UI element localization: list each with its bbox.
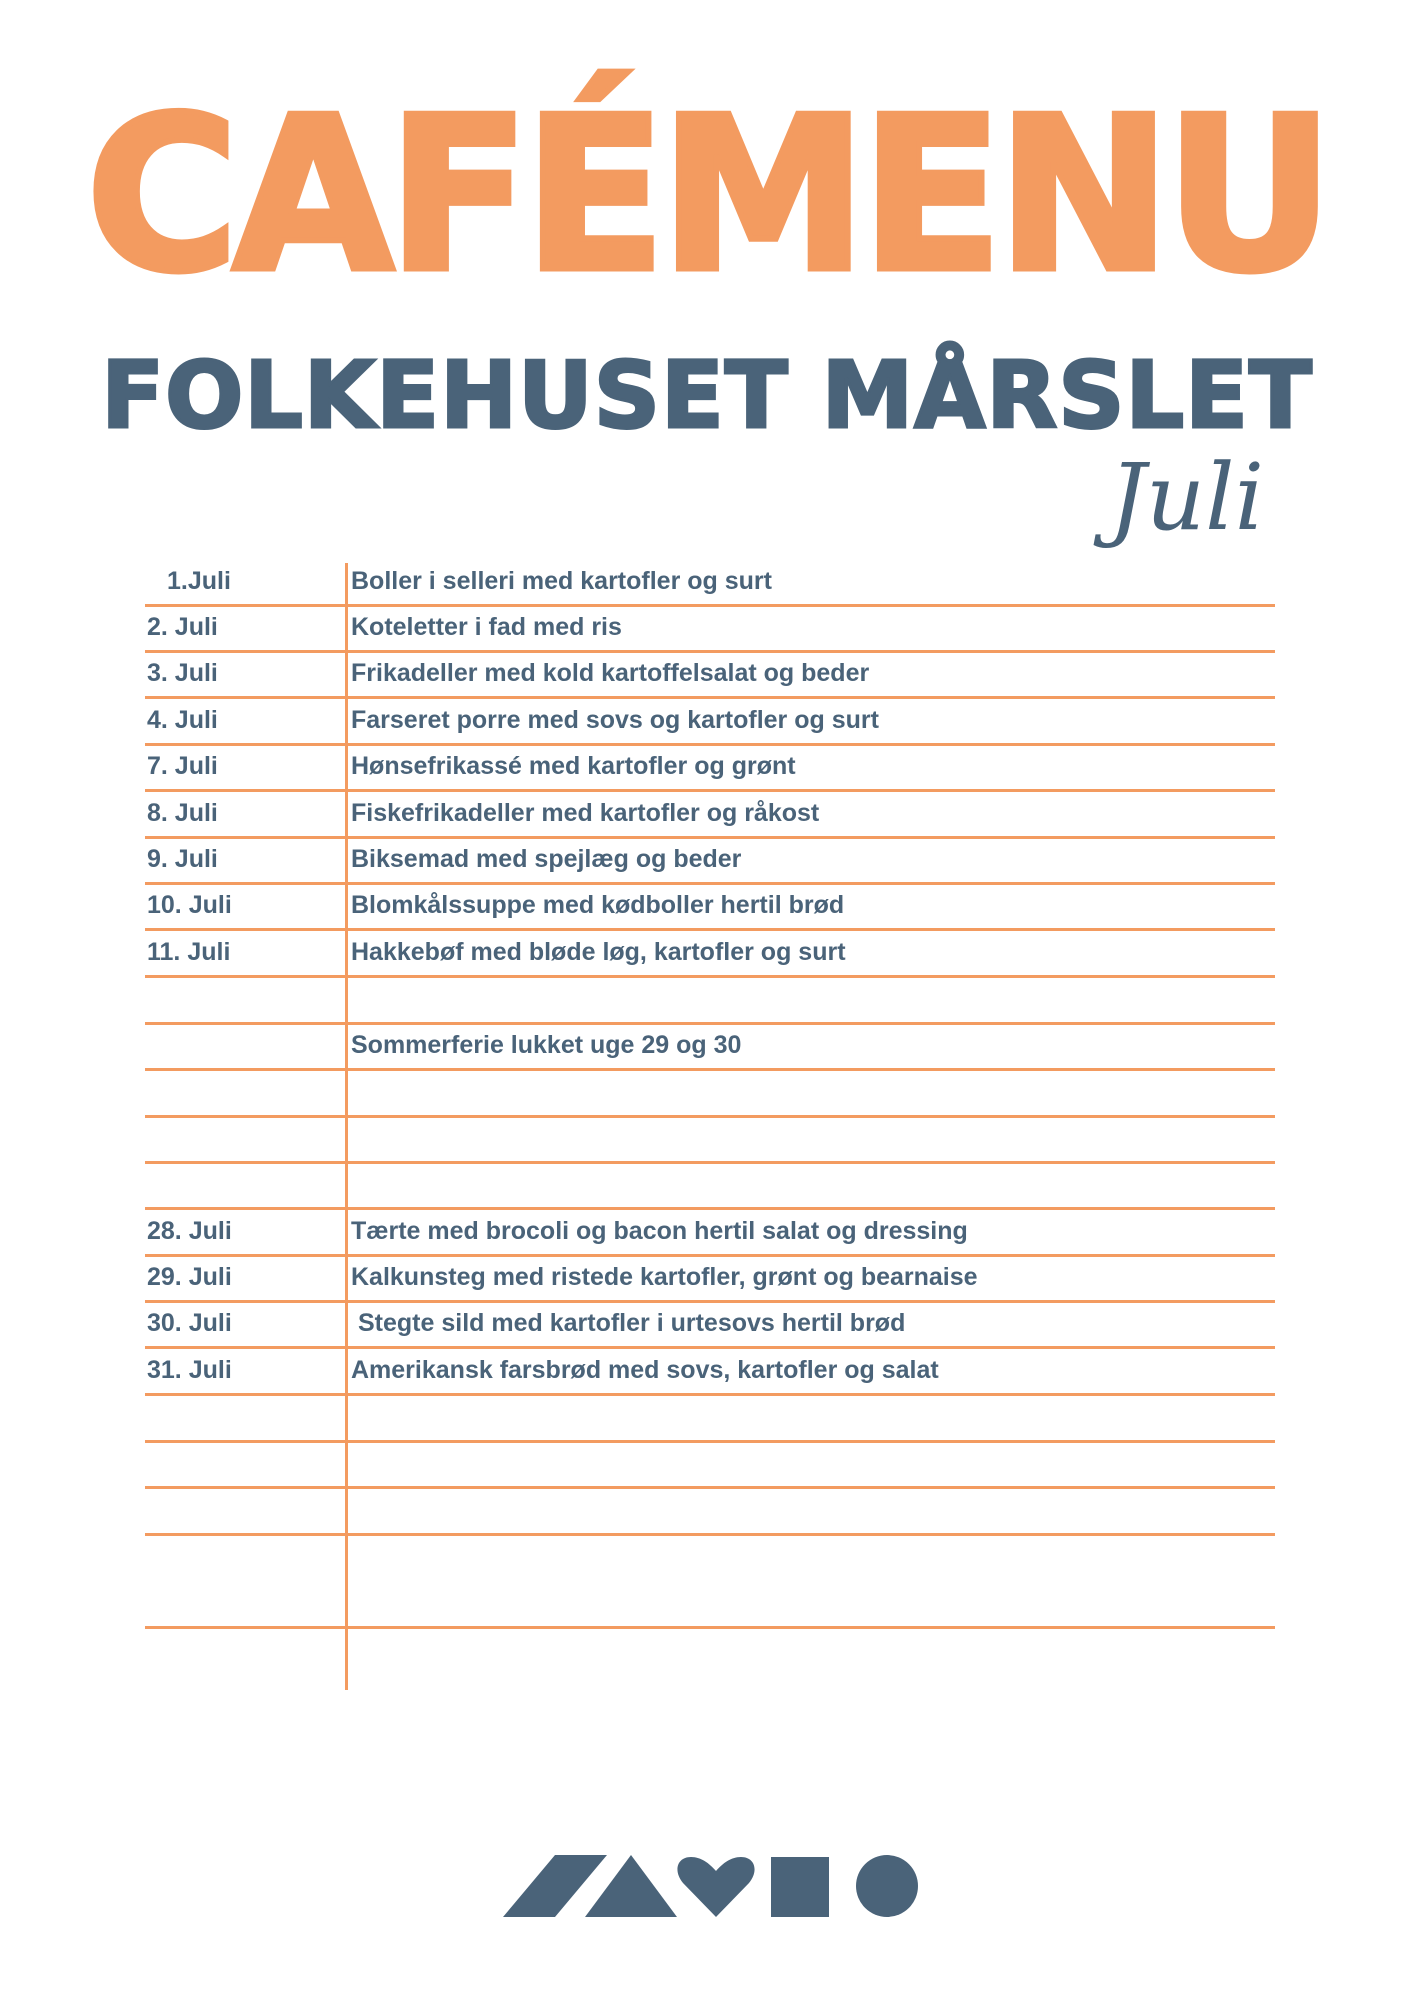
menu-row (145, 1025, 1275, 1071)
menu-date: 4. Juli (147, 706, 218, 734)
menu-date: 28. Juli (147, 1217, 232, 1245)
menu-row (145, 1349, 1275, 1396)
menu-date: 30. Juli (147, 1309, 232, 1337)
menu-row (145, 1443, 1275, 1489)
menu-row (145, 746, 1275, 792)
menu-row (145, 1396, 1275, 1443)
menu-date: 8. Juli (147, 799, 218, 827)
menu-row (145, 792, 1275, 839)
menu-date: 2. Juli (147, 613, 218, 641)
menu-row (145, 931, 1275, 978)
menu-date: 31. Juli (147, 1356, 232, 1384)
circle-icon (856, 1855, 918, 1917)
menu-dish: Kalkunsteg med ristede kartofler, grønt og bearnaise (351, 1263, 978, 1291)
menu-dish: Farseret porre med sovs og kartofler og surt (351, 706, 879, 734)
menu-row (145, 607, 1275, 653)
menu-sheet (145, 555, 1275, 1690)
menu-dish: Boller i selleri med kartofler og surt (351, 567, 772, 595)
menu-dish: Fiskefrikadeller med kartofler og råkost (351, 799, 820, 827)
menu-row (145, 1210, 1275, 1257)
square-icon (771, 1857, 829, 1917)
menu-row (145, 885, 1275, 931)
month-label: Juli (1109, 444, 1264, 551)
menu-date: 7. Juli (147, 752, 218, 780)
menu-dish: Biksemad med spejlæg og beder (351, 845, 742, 873)
menu-dish: Koteletter i fad med ris (351, 613, 622, 641)
menu-row (145, 1303, 1275, 1349)
closed-notice: Sommerferie lukket uge 29 og 30 (351, 1031, 742, 1059)
menu-row (145, 1257, 1275, 1303)
menu-dish: Hønsefrikassé med kartofler og grønt (351, 752, 796, 780)
menu-date: 11. Juli (147, 938, 231, 966)
menu-row (145, 1118, 1275, 1164)
menu-row (145, 699, 1275, 746)
menu-row (145, 839, 1275, 885)
menu-row (145, 1489, 1275, 1536)
menu-dish: Amerikansk farsbrød med sovs, kartofler og salat (351, 1356, 939, 1384)
menu-row (145, 978, 1275, 1025)
footer-logo (503, 1855, 919, 1917)
menu-date: 1.Juli (167, 567, 231, 595)
menu-dish: Hakkebøf med bløde løg, kartofler og surt (351, 938, 846, 966)
menu-date: 29. Juli (147, 1263, 232, 1291)
menu-row (145, 1536, 1275, 1629)
menu-row (145, 1164, 1275, 1210)
menu-dish: Stegte sild med kartofler i urtesovs hertil brød (358, 1309, 906, 1337)
venue-name: FOLKEHUSET MÅRSLET (101, 342, 1313, 449)
menu-date: 10. Juli (147, 891, 232, 919)
menu-dish: Blomkålssuppe med kødboller hertil brød (351, 891, 845, 919)
page-title: CAFÉMENU (86, 72, 1328, 320)
heart-icon (677, 1857, 754, 1917)
parallelogram-icon (503, 1855, 607, 1917)
menu-row (145, 555, 1275, 607)
menu-dish: Tærte med brocoli og bacon hertil salat og dressing (351, 1217, 968, 1245)
menu-date: 3. Juli (147, 659, 218, 687)
menu-dish: Frikadeller med kold kartoffelsalat og beder (351, 659, 870, 687)
menu-date: 9. Juli (147, 845, 218, 873)
menu-row (145, 1071, 1275, 1118)
menu-row (145, 653, 1275, 699)
